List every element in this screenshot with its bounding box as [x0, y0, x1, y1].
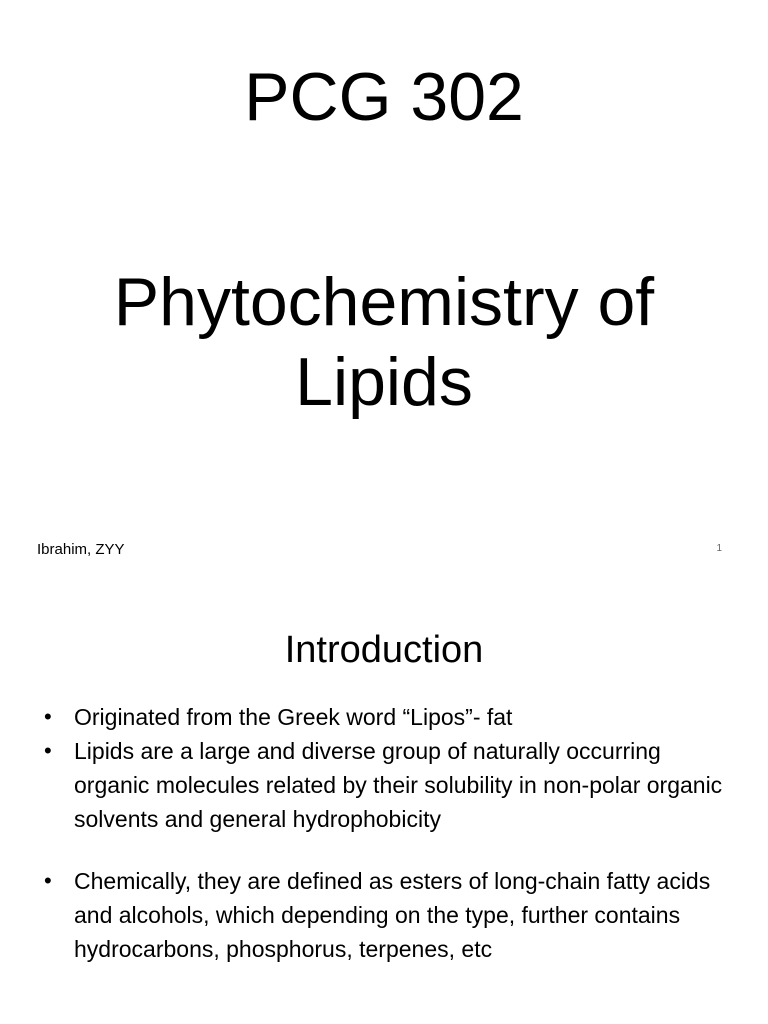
- bullet-text: Lipids are a large and diverse group of naturally occurring organic molecules related by their solubility in non-polar organic solvents and general hydrophobicity: [74, 738, 723, 832]
- introduction-slide: [0, 576, 768, 1024]
- bullet-item: [40, 864, 730, 966]
- slide-heading: Introduction: [284, 629, 484, 671]
- slide-number: 1: [716, 543, 722, 554]
- bullet-item: [40, 700, 730, 734]
- bullet-marker: •: [44, 868, 52, 893]
- bullet-marker: •: [44, 704, 52, 729]
- course-title-line-2: Lipids: [295, 344, 473, 420]
- bullet-list: [40, 700, 730, 966]
- bullet-item: [40, 734, 730, 836]
- bullet-text: Originated from the Greek word “Lipos”- fat: [74, 704, 513, 730]
- bullet-text: Chemically, they are defined as esters of long-chain fatty acids and alcohols, which depending on the type, further contains hydrocarbons, phosphorus, terpenes, etc: [74, 868, 711, 962]
- course-title: [0, 262, 768, 422]
- course-code: PCG 302: [244, 59, 524, 135]
- author-name: Ibrahim, ZYY: [37, 541, 125, 558]
- bullet-marker: •: [44, 738, 52, 763]
- course-title-line-1: Phytochemistry of: [113, 264, 655, 340]
